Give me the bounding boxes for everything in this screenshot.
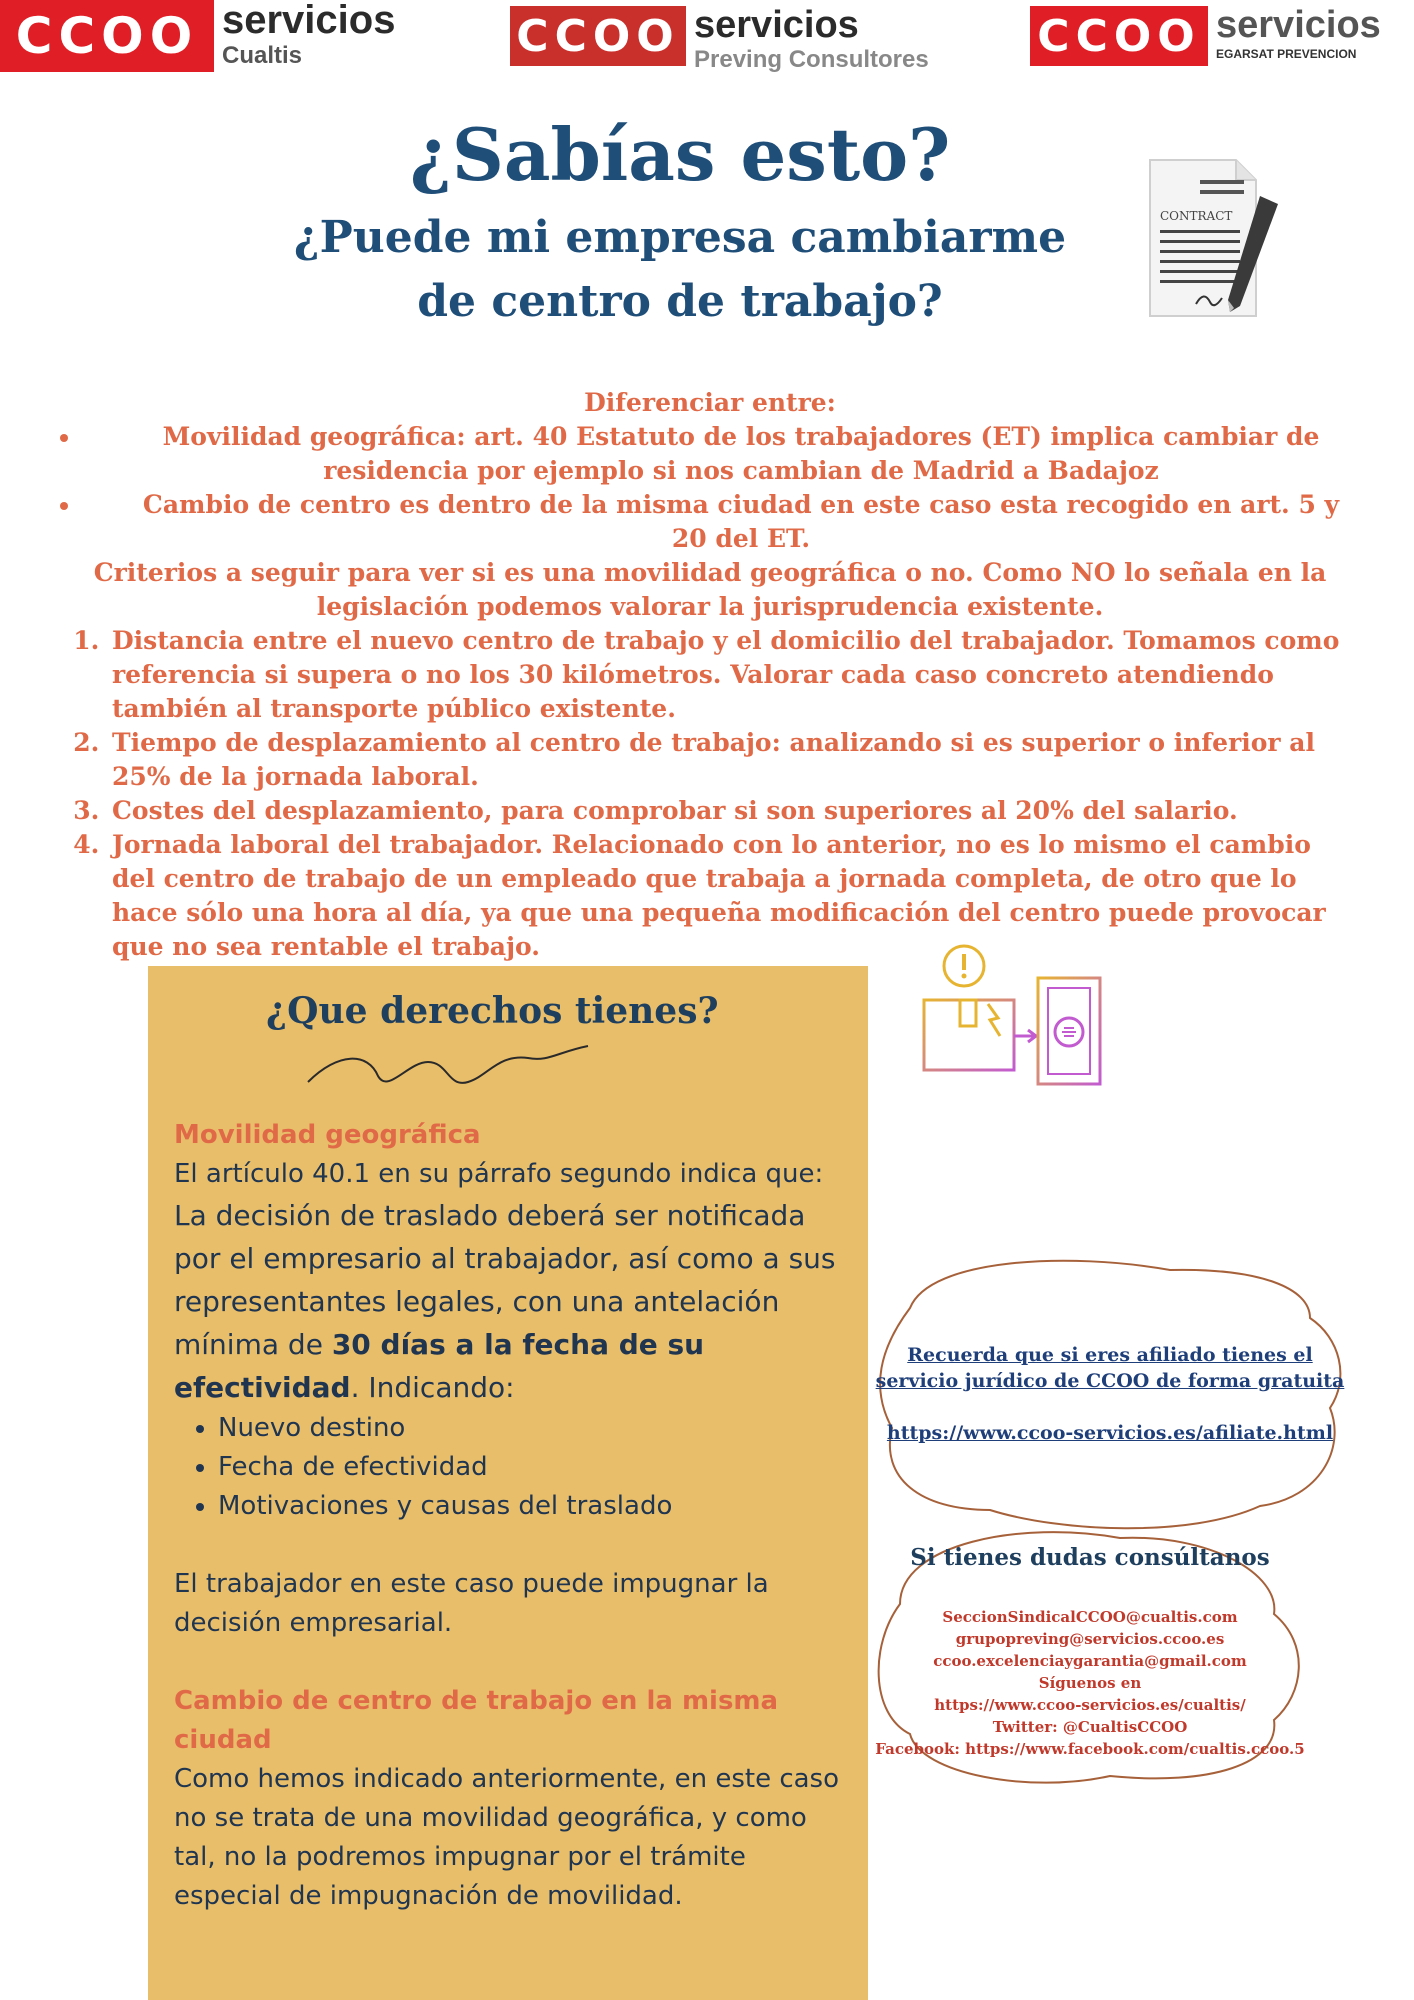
section1-list <box>174 1409 854 1526</box>
wave-decoration <box>298 1042 598 1102</box>
follow-label: Síguenos en <box>1038 1674 1142 1692</box>
logo-ccoo-preving <box>510 6 929 72</box>
ccoo-acronym: CCOO <box>510 6 686 66</box>
section2-text: Como hemos indicado anteriormente, en este caso no se trata de una movilidad geográfica, y como tal, no la podremos impugnar por el trámite especial de impugnación de movilidad. <box>174 1764 840 1911</box>
twitter-link[interactable]: Twitter: @CualtisCCOO <box>992 1718 1188 1736</box>
logo-name: servicios <box>222 0 396 42</box>
section1-text-a: La decisión de traslado deberá ser notificada por el empresario al trabajador, así como a sus representantes legales, con una antelación mínima de <box>174 1199 836 1361</box>
contract-icon <box>1136 156 1286 322</box>
section1-after: El trabajador en este caso puede impugnar la decisión empresarial. <box>174 1569 769 1638</box>
contact-email[interactable]: ccoo.excelenciaygarantia@gmail.com <box>933 1652 1247 1670</box>
logo-ccoo-cualtis <box>0 0 395 72</box>
ccoo-acronym: CCOO <box>1030 6 1208 66</box>
list-item: 1. Distancia entre el nuevo centro de trabajo y el domicilio del trabajador. Tomamos como referencia si supera o no los 30 kilómetros. Valorar cada caso concreto atendiendo también al transporte público existente. <box>108 624 1360 726</box>
contact-lines <box>870 1606 1310 1760</box>
list-item: 4. Jornada laboral del trabajador. Relacionado con lo anterior, no es lo mismo el cambio del centro de trabajo de un empleado que trabaja a jornada completa, de otro que lo hace sólo una hora al día, ya que una pequeña modificación del centro puede provocar que no sea rentable el trabajo. <box>108 828 1360 964</box>
page-title: ¿Sabías esto? <box>409 112 951 197</box>
list-item: • Motivaciones y causas del traslado <box>218 1487 854 1526</box>
affiliate-url-link[interactable]: https://www.ccoo-servicios.es/afiliate.html <box>886 1422 1334 1444</box>
list-item: 2. Tiempo de desplazamiento al centro de trabajo: analizando si es superior o inferior al 25% de la jornada laboral. <box>108 726 1360 794</box>
contact-email[interactable]: SeccionSindicalCCOO@cualtis.com <box>942 1608 1238 1626</box>
section1-text-b: . Indicando: <box>350 1371 515 1404</box>
info-numbered-list <box>60 624 1360 964</box>
list-item: 3. Costes del desplazamiento, para comprobar si son superiores al 20% del salario. <box>108 794 1360 828</box>
subtitle-line-1: ¿Puede mi empresa cambiarme <box>293 212 1067 263</box>
contact-email[interactable]: grupopreving@servicios.ccoo.es <box>955 1630 1225 1648</box>
rights-heading: ¿Que derechos tienes? <box>266 990 719 1032</box>
section1-text <box>174 1194 854 1409</box>
affiliate-bubble <box>870 1248 1350 1538</box>
section1-text-bold: 30 días a la fecha de su efectividad <box>174 1328 705 1404</box>
info-criteria: Criterios a seguir para ver si es una movilidad geográfica o no. Como NO lo señala en la legislación podemos valorar la jurisprudencia existente. <box>93 558 1327 621</box>
contract-label: CONTRACT <box>1160 209 1233 223</box>
list-item: • Movilidad geográfica: art. 40 Estatuto de los trabajadores (ET) implica cambiar de residencia por ejemplo si nos cambian de Madrid a Badajoz <box>82 420 1360 488</box>
logo-name: servicios <box>1216 4 1381 46</box>
info-section <box>60 386 1360 964</box>
list-item: • Cambio de centro es dentro de la misma ciudad en este caso esta recogido en art. 5 y 20 del ET. <box>82 488 1360 556</box>
list-item: • Nuevo destino <box>218 1409 854 1448</box>
rights-card <box>148 966 868 2000</box>
list-item: • Fecha de efectividad <box>218 1448 854 1487</box>
logo-sub: Preving Consultores <box>694 46 929 73</box>
facebook-link[interactable]: Facebook: https://www.facebook.com/cualtis.ccoo.5 <box>875 1740 1305 1758</box>
info-bullets <box>60 420 1360 556</box>
section1-intro: El artículo 40.1 en su párrafo segundo indica que: <box>174 1159 824 1189</box>
affiliate-text-link[interactable]: Recuerda que si eres afiliado tienes el servicio jurídico de CCOO de forma gratuita <box>875 1344 1345 1392</box>
section2-title: Cambio de centro de trabajo en la misma ciudad <box>174 1686 779 1755</box>
ccoo-acronym: CCOO <box>0 0 214 72</box>
logo-ccoo-egarsat <box>1030 6 1381 66</box>
contact-bubble <box>870 1524 1310 1794</box>
logo-name: servicios <box>694 4 859 46</box>
logo-sub: Cualtis <box>222 42 303 69</box>
website-link[interactable]: https://www.ccoo-servicios.es/cualtis/ <box>934 1696 1246 1714</box>
logo-sub: EGARSAT PREVENCION <box>1216 47 1357 61</box>
contact-title: Si tienes dudas consúltanos <box>910 1544 1270 1571</box>
info-intro: Diferenciar entre: <box>584 388 836 417</box>
alert-money-icon <box>918 944 1108 1098</box>
subtitle-line-2: de centro de trabajo? <box>417 276 943 327</box>
section1-title: Movilidad geográfica <box>174 1120 481 1150</box>
